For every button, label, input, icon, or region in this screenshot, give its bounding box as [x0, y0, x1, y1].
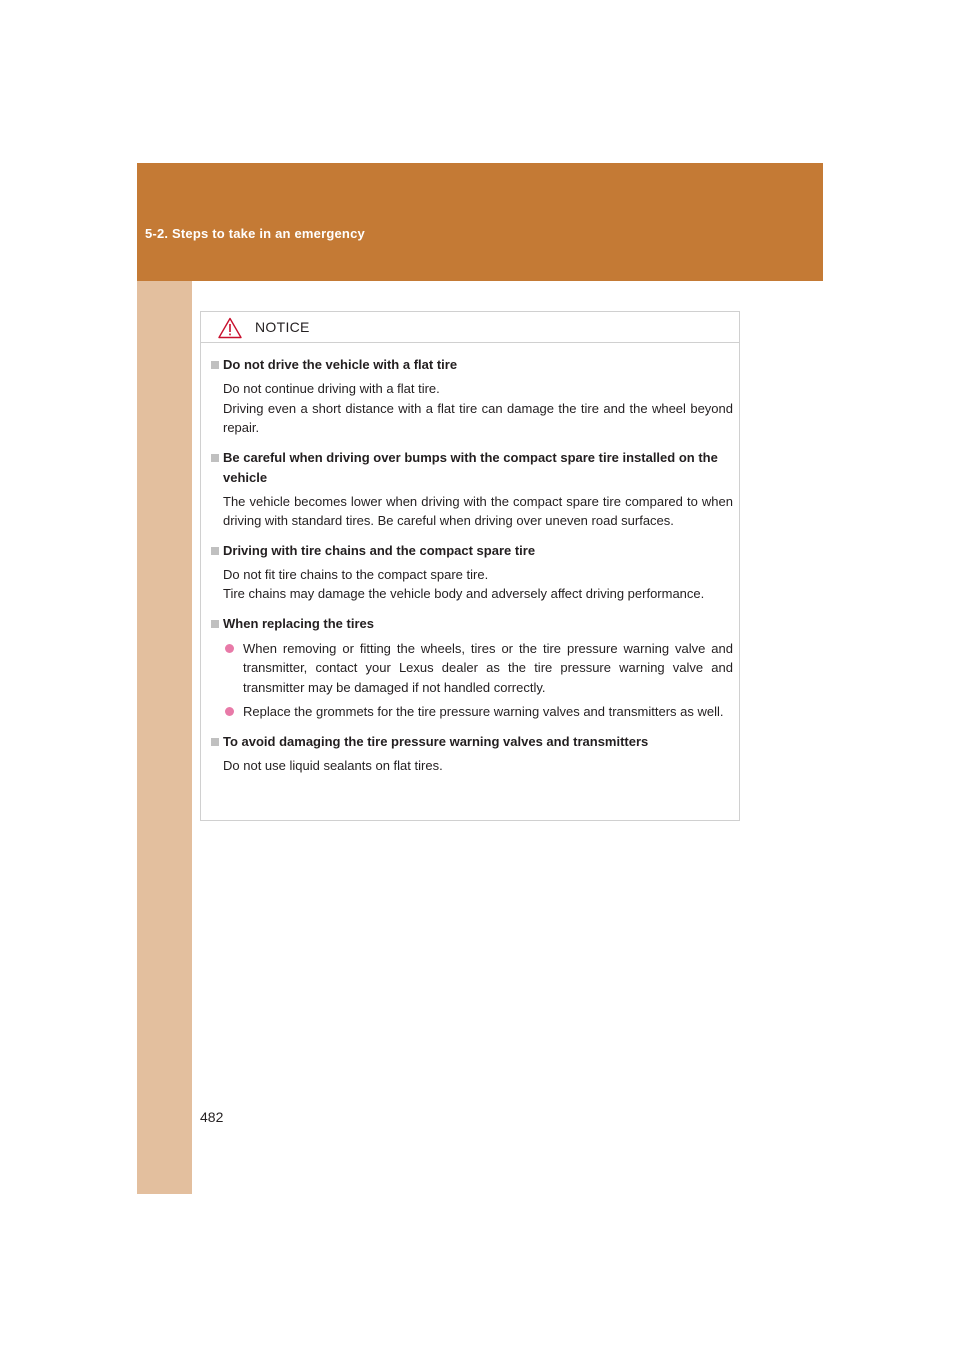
notice-item-bumps [211, 448, 733, 531]
section-title: 5-2. Steps to take in an emergency [145, 226, 365, 241]
round-bullet-icon [225, 707, 234, 716]
notice-title: NOTICE [255, 319, 310, 335]
notice-item-valves [211, 732, 733, 776]
notice-item-tire-chains [211, 541, 733, 604]
square-bullet-icon [211, 620, 219, 628]
notice-box [200, 311, 740, 821]
square-bullet-icon [211, 738, 219, 746]
warning-triangle-icon [218, 317, 242, 339]
notice-item-flat-tire [211, 355, 733, 438]
notice-body [201, 343, 739, 775]
item-heading: When replacing the tires [211, 614, 733, 634]
item-heading: Do not drive the vehicle with a flat tire [211, 355, 733, 375]
list-item: Replace the grommets for the tire pressure warning valves and transmitters as well. [211, 702, 733, 722]
round-bullet-icon [225, 644, 234, 653]
square-bullet-icon [211, 361, 219, 369]
item-heading: Be careful when driving over bumps with the compact spare tire installed on the vehicle [211, 448, 733, 488]
side-band [137, 281, 192, 1194]
item-heading: Driving with tire chains and the compact spare tire [211, 541, 733, 561]
item-text: Do not continue driving with a flat tire. Driving even a short distance with a flat tire can damage the tire and the wheel beyond repair. [223, 381, 733, 435]
square-bullet-icon [211, 547, 219, 555]
header-band [137, 163, 823, 281]
item-text: Do not use liquid sealants on flat tires. [223, 757, 443, 773]
item-text: Do not fit tire chains to the compact spare tire. Tire chains may damage the vehicle body and adversely affect driving performance. [223, 566, 705, 601]
page-number: 482 [200, 1109, 224, 1125]
item-heading: To avoid damaging the tire pressure warning valves and transmitters [211, 732, 733, 752]
square-bullet-icon [211, 454, 219, 462]
notice-header [201, 312, 739, 343]
notice-item-replacing-tires [211, 614, 733, 722]
item-text: The vehicle becomes lower when driving with the compact spare tire compared to when driving with standard tires. Be careful when driving over uneven road surfaces. [223, 493, 733, 528]
list-item: When removing or fitting the wheels, tires or the tire pressure warning valve and transmitter, contact your Lexus dealer as the tire pressure warning valve and transmitter may be damaged if not handled correctly. [211, 639, 733, 698]
